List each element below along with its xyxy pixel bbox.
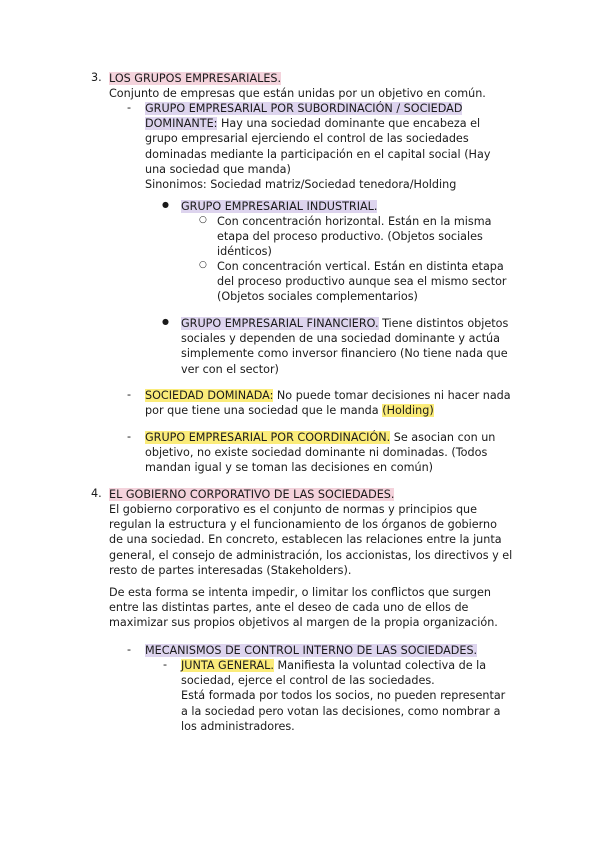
vertical-line: Con concentración vertical. Están en distinta etapa [217, 260, 504, 273]
dominada-item [145, 388, 511, 418]
vertical-item [217, 259, 507, 305]
section-4-heading [109, 487, 394, 502]
junta-line: Está formada por todos los socios, no pueden representar [181, 689, 506, 703]
subordinacion-item [145, 101, 490, 192]
circle-marker: ○ [199, 260, 207, 270]
junta-line: los administradores. [181, 719, 295, 733]
section-4-number: 4. [91, 487, 102, 500]
subordinacion-title-line2: DOMINANTE: [145, 117, 218, 131]
mecanismos-title: MECANISMOS DE CONTROL INTERNO DE LAS SOCIEDADES. [145, 644, 478, 657]
paragraph-line: de una sociedad. En concreto, establecen las relaciones entre la junta [109, 533, 502, 547]
subordinacion-line: grupo empresarial ejerciendo el control de las sociedades [145, 132, 469, 146]
junta-line: sociedad, ejerce el control de las sociedades. [181, 674, 435, 688]
subordinacion-synonyms: Sinonimos: Sociedad matriz/Sociedad tenedora/Holding [145, 178, 457, 192]
dominada-title: SOCIEDAD DOMINADA: [145, 389, 274, 402]
paragraph-line: maximizar sus propios objetivos al margen de la propia organización. [109, 616, 498, 630]
gobierno-paragraph-2 [109, 585, 498, 631]
coordinacion-item [145, 430, 495, 476]
subordinacion-line: dominadas mediante la participación en el capital social (Hay [145, 147, 491, 161]
horizontal-line: idénticos) [217, 245, 272, 259]
bullet-marker: ● [162, 200, 169, 209]
paragraph-line: regulan la estructura y el funcionamiento de los órganos de gobierno [109, 518, 497, 532]
section-3-number: 3. [91, 71, 102, 84]
gobierno-paragraph-1 [109, 502, 512, 578]
vertical-line: (Objetos sociales complementarios) [217, 290, 418, 304]
industrial-title: GRUPO EMPRESARIAL INDUSTRIAL. [181, 200, 378, 213]
subordinacion-title-line1: GRUPO EMPRESARIAL POR SUBORDINACIÓN / SOCIEDAD [145, 102, 463, 115]
horizontal-line: etapa del proceso productivo. (Objetos sociales [217, 230, 483, 244]
junta-line: a la sociedad pero votan las decisiones, como nombrar a [181, 704, 501, 718]
financiero-line: simplemente como inversor financiero (No tiene nada que [181, 347, 508, 361]
subordinacion-text: Hay una sociedad dominante que encabeza el [217, 117, 481, 131]
paragraph-line: general, el consejo de administración, los accionistas, los directivos y el [109, 548, 513, 562]
section-3-heading [109, 71, 281, 86]
dash-marker: - [127, 430, 132, 443]
dominada-text: por que tiene una sociedad que le manda [145, 404, 383, 418]
coordinacion-text: Se asocian con un [390, 431, 496, 444]
horizontal-item [217, 214, 491, 260]
paragraph-line: resto de partes interesadas (Stakeholders). [109, 563, 352, 577]
bullet-marker: ● [162, 317, 169, 326]
financiero-line: ver con el sector) [181, 362, 279, 376]
dash-marker: - [127, 643, 132, 656]
circle-marker: ○ [199, 215, 207, 225]
dash-marker: - [127, 101, 132, 114]
vertical-line: del proceso productivo aunque sea el mismo sector [217, 275, 507, 289]
section-3-title: LOS GRUPOS EMPRESARIALES. [109, 72, 282, 85]
industrial-item [181, 199, 377, 214]
coordinacion-title: GRUPO EMPRESARIAL POR COORDINACIÓN. [145, 431, 391, 444]
junta-item [181, 658, 505, 734]
holding-highlight: (Holding) [382, 404, 434, 418]
financiero-item [181, 316, 508, 377]
financiero-title: GRUPO EMPRESARIAL FINANCIERO. [181, 317, 379, 330]
section-3-intro: Conjunto de empresas que están unidas por un objetivo en común. [109, 87, 486, 100]
dash-marker: - [127, 388, 132, 401]
paragraph-line: El gobierno corporativo es el conjunto de normas y principios que [109, 503, 478, 516]
junta-text: Manifiesta la voluntad colectiva de la [273, 659, 487, 672]
dominada-text: No puede tomar decisiones ni hacer nada [273, 389, 511, 402]
coordinacion-line: mandan igual y se toman las decisiones en común) [145, 461, 434, 475]
horizontal-line: Con concentración horizontal. Están en la misma [217, 215, 492, 228]
mecanismos-item [145, 643, 477, 658]
financiero-text: Tiene distintos objetos [378, 317, 509, 330]
section-4-title: EL GOBIERNO CORPORATIVO DE LAS SOCIEDADES. [109, 488, 395, 501]
dash-marker: - [163, 658, 168, 671]
paragraph-line: entre las distintas partes, ante el deseo de cada uno de ellos de [109, 601, 469, 615]
paragraph-line: De esta forma se intenta impedir, o limitar los conflictos que surgen [109, 586, 491, 599]
subordinacion-line: una sociedad que manda) [145, 162, 291, 176]
coordinacion-line: objetivo, no existe sociedad dominante ni dominadas. (Todos [145, 446, 488, 460]
financiero-line: sociales y dependen de una sociedad dominante y actúa [181, 332, 500, 346]
junta-title: JUNTA GENERAL. [181, 659, 274, 672]
